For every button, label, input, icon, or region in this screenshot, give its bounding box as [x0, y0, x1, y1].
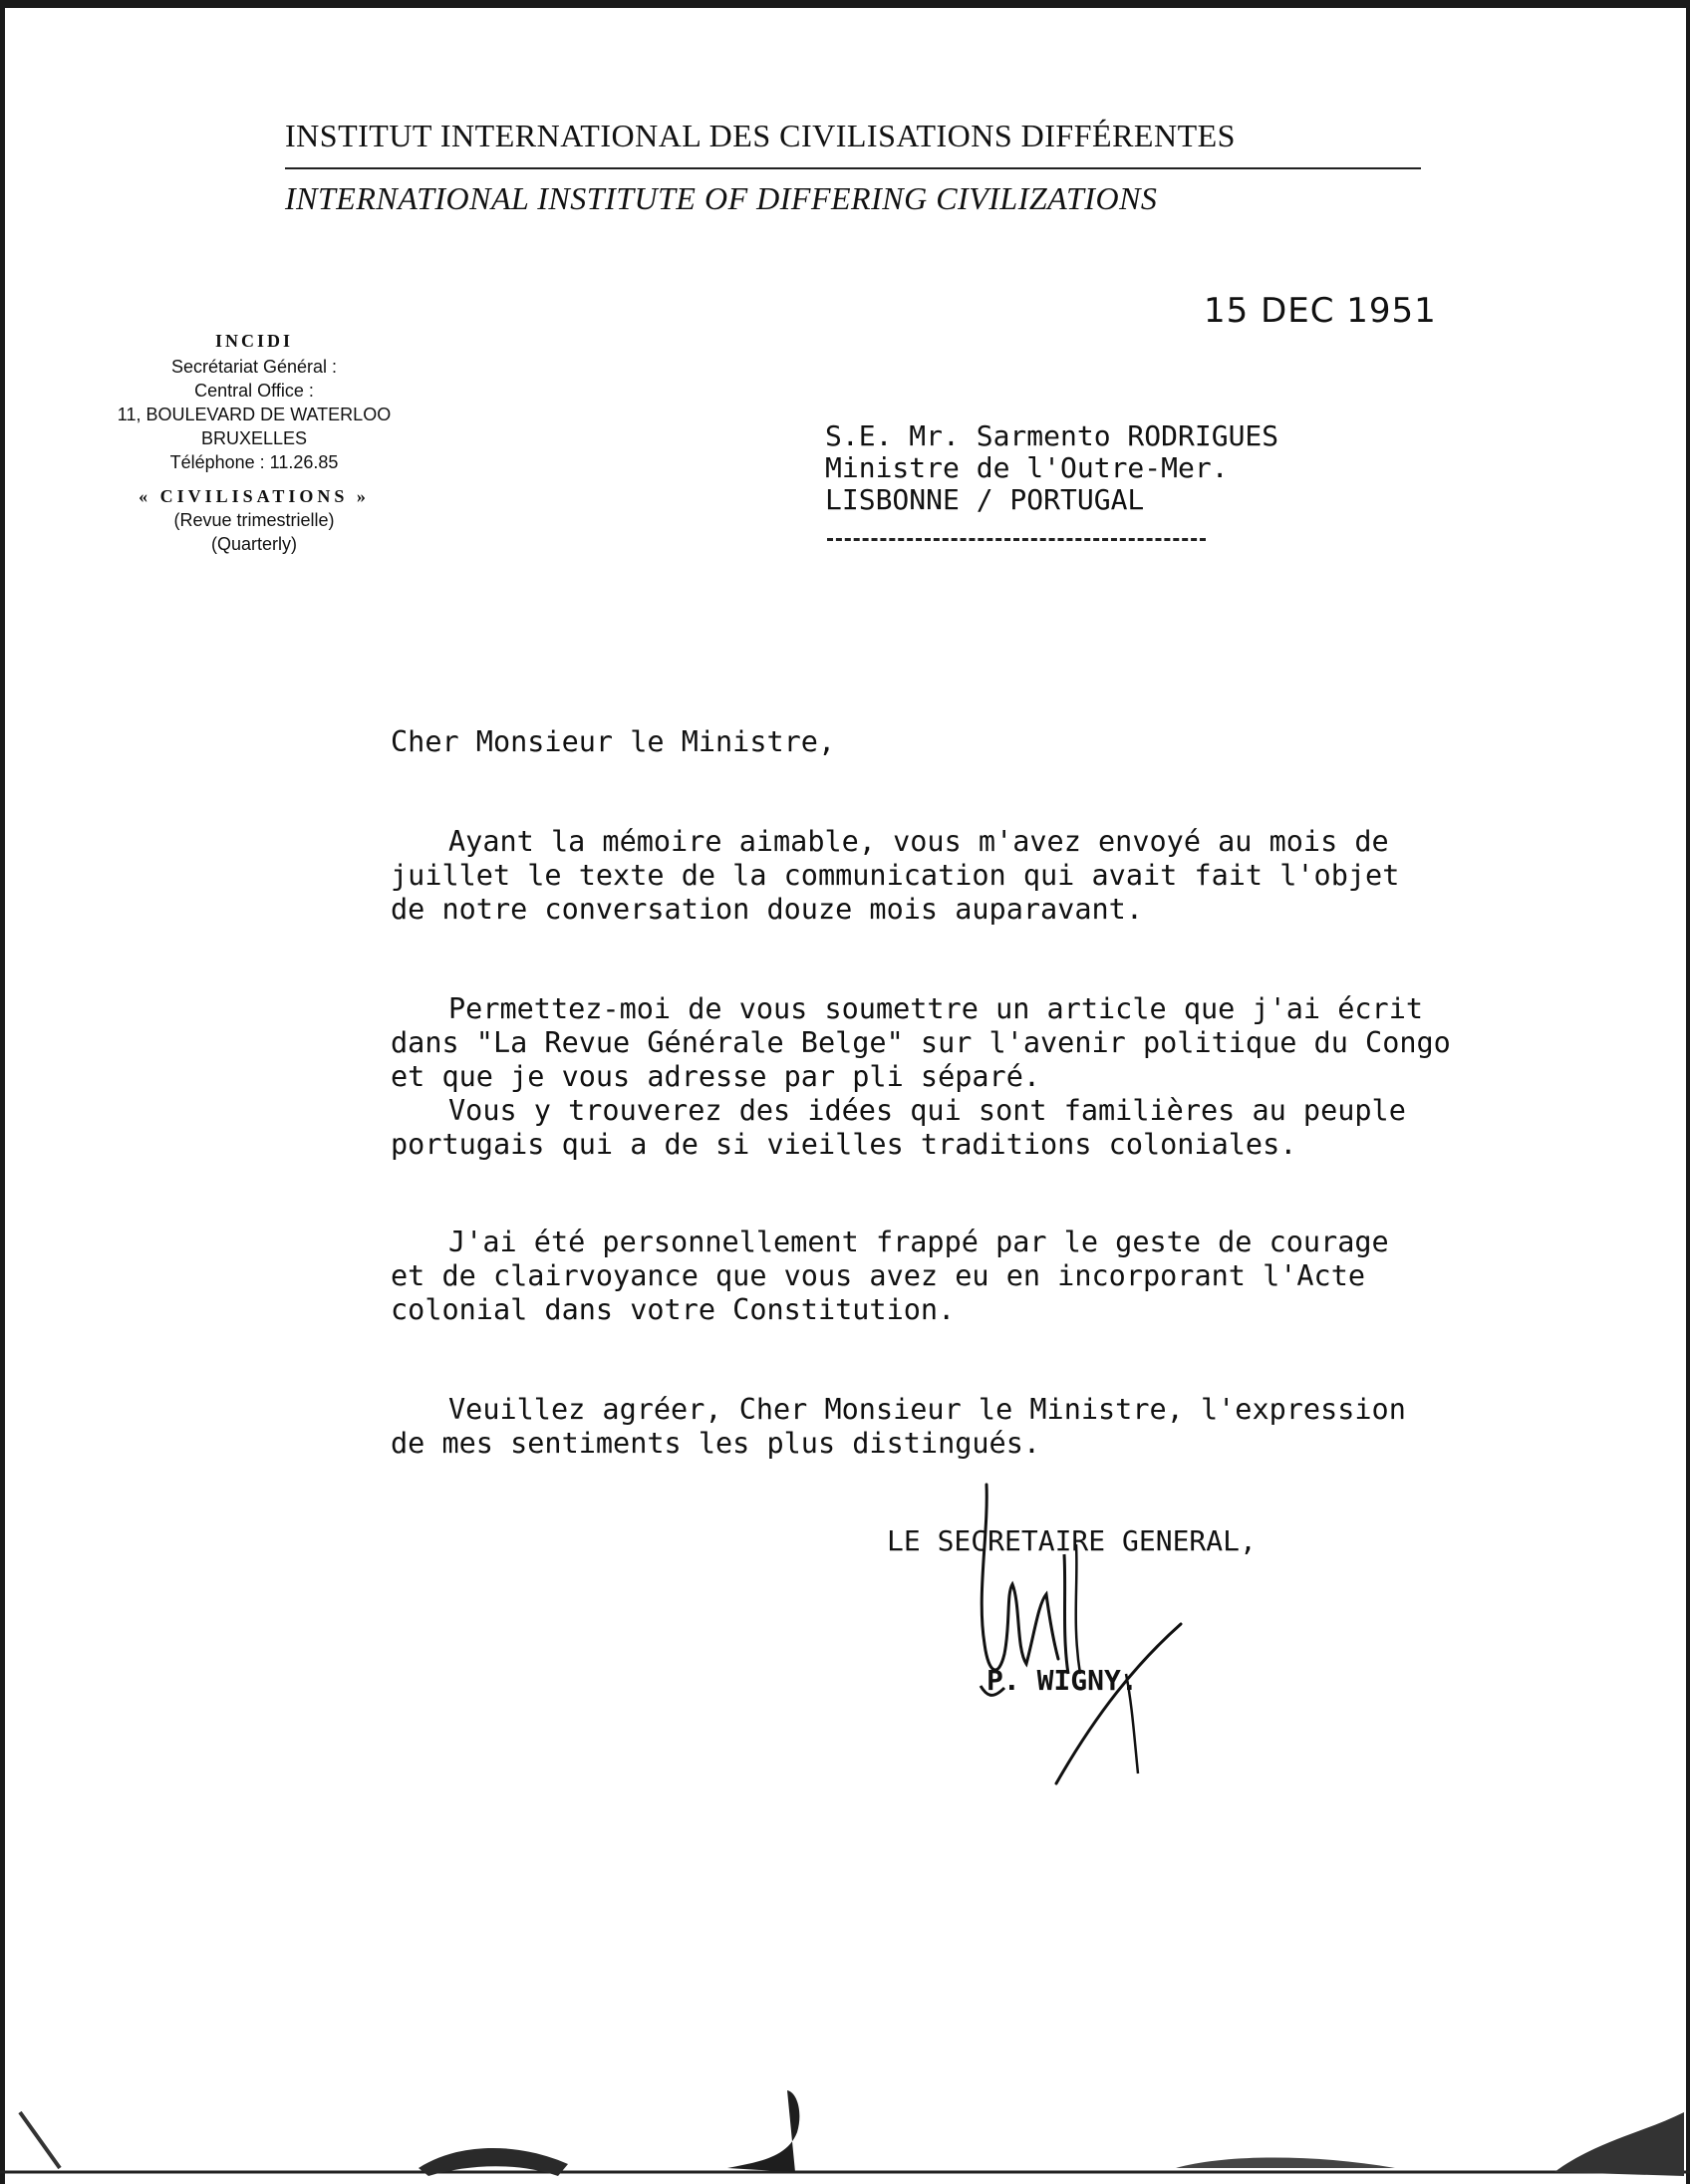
recipient-name: S.E. Mr. Sarmento RODRIGUES	[825, 419, 1279, 452]
sidebar-line: Central Office :	[194, 381, 314, 401]
paragraph-line: Vous y trouverez des idées qui sont familières au peuple	[448, 1094, 1406, 1127]
paragraph-1	[391, 825, 1646, 927]
sidebar-phone: Téléphone : 11.26.85	[169, 452, 339, 472]
sidebar-address: 11, BOULEVARD DE WATERLOO	[117, 405, 392, 424]
paragraph-4	[391, 1393, 1646, 1461]
paragraph-line: Ayant la mémoire aimable, vous m'avez envoyé au mois de	[448, 825, 1389, 858]
letter-date: 15 DEC 1951	[1204, 291, 1437, 331]
recipient-underline	[827, 538, 1206, 541]
paragraph-line: et de clairvoyance que vous avez eu en incorporant l'Acte	[391, 1259, 1366, 1292]
letterhead-title-en: INTERNATIONAL INSTITUTE OF DIFFERING CIVILIZATIONS	[285, 180, 1158, 216]
recipient-block	[825, 420, 1278, 516]
sidebar-city: BRUXELLES	[200, 428, 308, 448]
paragraph-line: et que je vous adresse par pli séparé.	[391, 1060, 1041, 1093]
paragraph-line: J'ai été personnellement frappé par le geste de courage	[448, 1226, 1389, 1258]
review-title: « CIVILISATIONS »	[139, 486, 370, 506]
paragraph-line: Permettez-moi de vous soumettre un article que j'ai écrit	[448, 992, 1424, 1025]
paragraph-line: de notre conversation douze mois auparavant.	[391, 893, 1143, 926]
paragraph-2	[391, 992, 1646, 1162]
handwritten-signature	[947, 1475, 1206, 1793]
signer-name: P. WIGNY.	[986, 1664, 1138, 1697]
scan-edge-top	[0, 0, 1690, 8]
sidebar-line: Secrétariat Général :	[170, 357, 338, 377]
paragraph-line: dans "La Revue Générale Belge" sur l'avenir politique du Congo	[391, 1026, 1451, 1059]
paragraph-line: juillet le texte de la communication qui avait fait l'objet	[391, 859, 1400, 892]
paragraph-3	[391, 1226, 1646, 1327]
scan-smudge-bottom	[0, 2072, 1690, 2184]
letterhead-title-fr: INSTITUT INTERNATIONAL DES CIVILISATIONS DIFFÉRENTES	[285, 118, 1236, 153]
paragraph-line: colonial dans votre Constitution.	[391, 1293, 956, 1326]
scan-edge-left	[0, 0, 5, 2184]
org-acronym: INCIDI	[214, 331, 293, 351]
paragraph-line: Veuillez agréer, Cher Monsieur le Ministre, l'expression	[448, 1393, 1406, 1426]
recipient-title: Ministre de l'Outre-Mer.	[825, 451, 1229, 484]
review-subtitle-fr: (Revue trimestrielle)	[173, 510, 335, 530]
scan-edge-right	[1686, 0, 1690, 2184]
review-subtitle-en: (Quarterly)	[210, 534, 297, 554]
salutation: Cher Monsieur le Ministre,	[391, 725, 836, 758]
closing-title: LE SECRETAIRE GENERAL,	[887, 1524, 1257, 1557]
paragraph-line: de mes sentiments les plus distingués.	[391, 1427, 1041, 1460]
letterhead-rule	[285, 167, 1421, 169]
paragraph-line: portugais qui a de si vieilles traditions coloniales.	[391, 1128, 1297, 1161]
letterhead-sidebar	[70, 329, 438, 556]
recipient-location: LISBONNE / PORTUGAL	[825, 483, 1145, 516]
